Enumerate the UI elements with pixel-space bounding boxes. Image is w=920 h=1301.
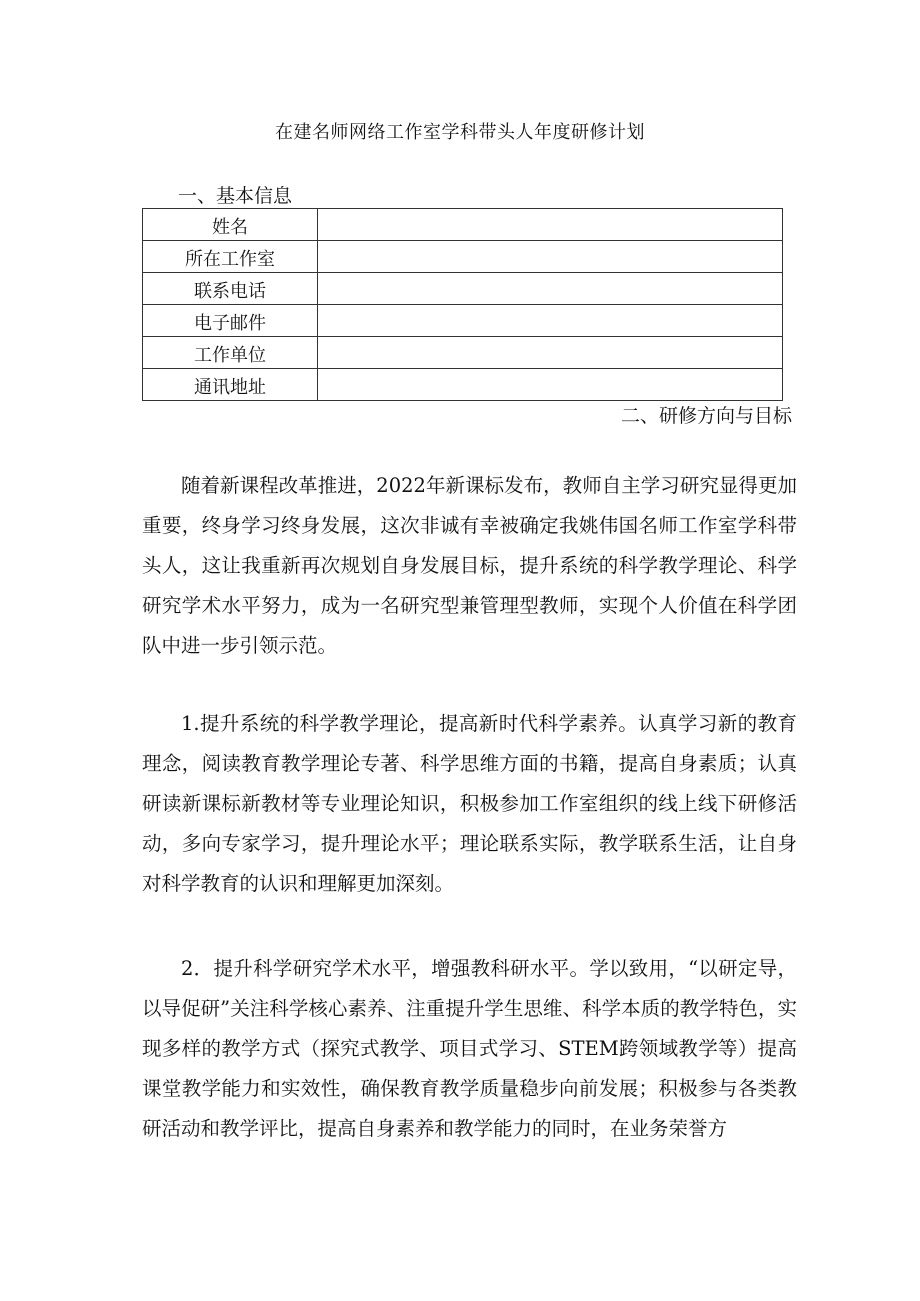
paragraph-goal-1: 1.提升系统的科学教学理论，提高新时代科学素养。认真学习新的教育理念，阅读教育教学理论专著、科学思维方面的书籍，提高自身素质；认真研读新课标新教材等专业理论知识，积极参加工作室组织的线上线下研修活动，多向专家学习，提升理论水平；理论联系实际，教学联系生活，让自身对科学教育的认识和理解更加深刻。 [142, 711, 797, 895]
row-label-studio: 所在工作室 [143, 241, 318, 273]
document-title: 在建名师网络工作室学科带头人年度研修计划 [275, 122, 645, 143]
row-label-email: 电子邮件 [143, 305, 318, 337]
table-row [143, 241, 783, 273]
section-heading-basic-info: 一、基本信息 [178, 185, 293, 207]
table-row [143, 369, 783, 401]
row-value-name [318, 209, 783, 241]
table-row [143, 273, 783, 305]
row-label-workplace: 工作单位 [143, 337, 318, 369]
row-value-phone [318, 273, 783, 305]
table-row [143, 209, 783, 241]
row-value-email [318, 305, 783, 337]
table-row [143, 305, 783, 337]
paragraph-goal-2: 2．提升科学研究学术水平，增强教科研水平。学以致用，“以研定导，以导促研”关注科学核心素养、注重提升学生思维、科学本质的教学特色，实现多样的教学方式（探究式教学、项目式学习、STEM跨领域教学等）提高课堂教学能力和实效性，确保教育教学质量稳步向前发展；积极参与各类教研活动和教学评比，提高自身素养和教学能力的同时，在业务荣誉方 [142, 956, 797, 1140]
row-label-phone: 联系电话 [143, 273, 318, 305]
row-value-address [318, 369, 783, 401]
row-value-studio [318, 241, 783, 273]
row-value-workplace [318, 337, 783, 369]
row-label-address: 通讯地址 [143, 369, 318, 401]
basic-info-table [142, 208, 783, 401]
paragraph-intro: 随着新课程改革推进，2022年新课标发布，教师自主学习研究显得更加重要，终身学习终身发展，这次非诚有幸被确定我姚伟国名师工作室学科带头人，这让我重新再次规划自身发展目标，提升系统的科学教学理论、科学研究学术水平努力，成为一名研究型兼管理型教师，实现个人价值在科学团队中进一步引领示范。 [142, 473, 797, 657]
row-label-name: 姓名 [143, 209, 318, 241]
section-heading-direction-goals: 二、研修方向与目标 [620, 405, 792, 427]
table-row [143, 337, 783, 369]
